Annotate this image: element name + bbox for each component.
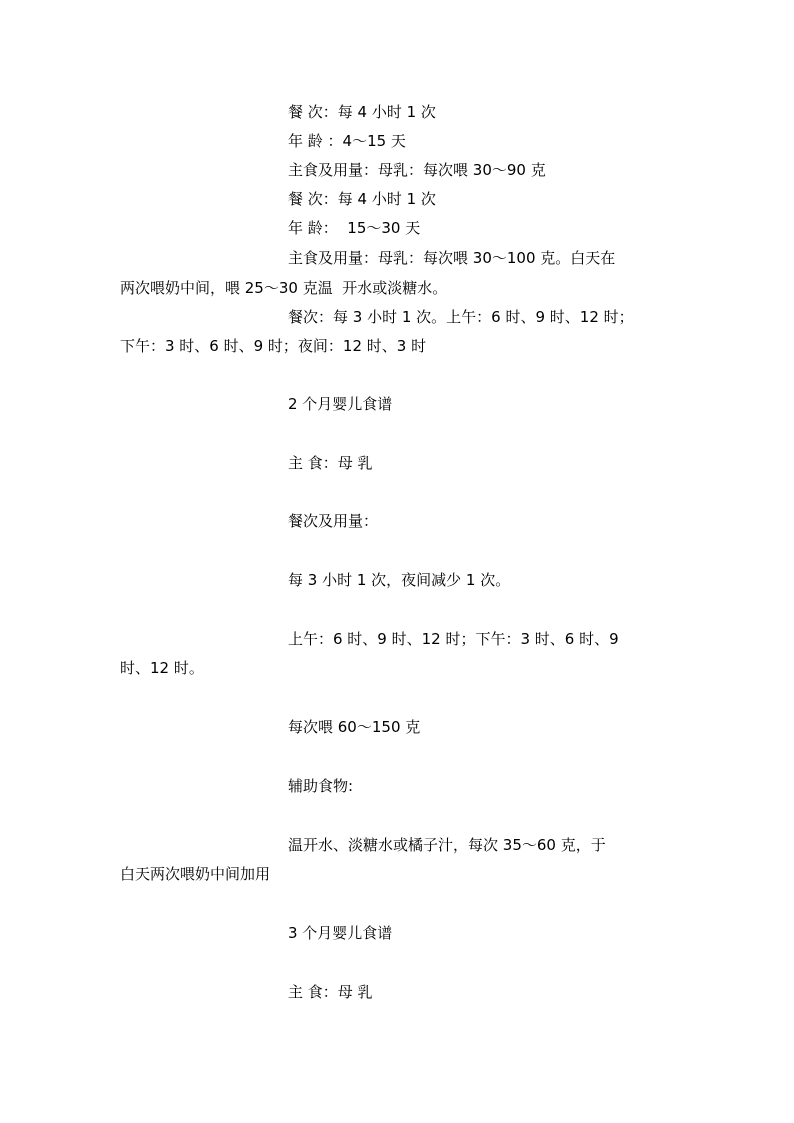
- aux-food-continued: 白天两次喂奶中间加用: [120, 865, 271, 883]
- aux-food-line: 温开水、淡糖水或橘子汁，每次 35～60 克，于: [288, 836, 606, 854]
- meal-schedule-continued: 下午：3 时、6 时、9 时；夜间：12 时、3 时: [120, 337, 427, 355]
- section-title-month-3: 3 个月婴儿食谱: [288, 924, 393, 942]
- meal-frequency-line: 餐 次：每 4 小时 1 次: [288, 190, 436, 208]
- age-line: 年 龄： 15～30 天: [288, 219, 421, 237]
- staple-amount-line: 主食及用量：母乳：每次喂 30～100 克。白天在: [288, 249, 616, 267]
- amount-line: 每次喂 60～150 克: [288, 718, 421, 736]
- aux-food-label: 辅助食物:: [288, 777, 354, 795]
- meals-label: 餐次及用量：: [288, 512, 379, 530]
- frequency-line: 每 3 小时 1 次，夜间减少 1 次。: [288, 571, 511, 589]
- age-line: 年 龄 ：4～15 天: [288, 132, 406, 150]
- section-title-month-2: 2 个月婴儿食谱: [288, 395, 393, 413]
- times-line: 上午：6 时、9 时、12 时；下午：3 时、6 时、9: [288, 630, 619, 648]
- staple-line: 主 食：母 乳: [288, 983, 373, 1001]
- staple-amount-line: 主食及用量：母乳：每次喂 30～90 克: [288, 161, 546, 179]
- meal-frequency-line: 餐 次：每 4 小时 1 次: [288, 103, 436, 121]
- staple-line: 主 食：母 乳: [288, 454, 373, 472]
- staple-amount-continued: 两次喂奶中间，喂 25～30 克温 开水或淡糖水。: [120, 279, 448, 297]
- meal-schedule-line: 餐次：每 3 小时 1 次。上午：6 时、9 时、12 时；: [288, 308, 634, 326]
- times-continued: 时、12 时。: [120, 659, 204, 677]
